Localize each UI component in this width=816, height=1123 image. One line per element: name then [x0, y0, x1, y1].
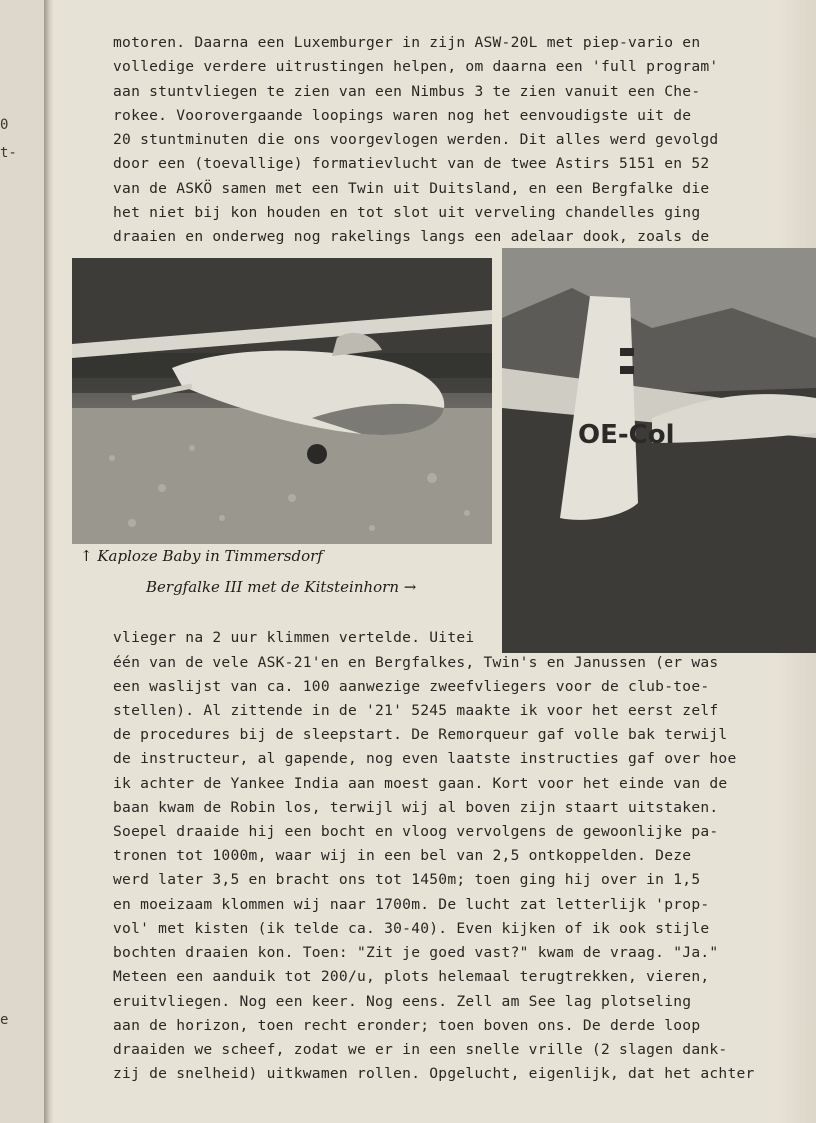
text-line: draaiden we scheef, zodat we er in een snelle vrille (2 slagen dank- [113, 1041, 728, 1058]
text-line: stellen). Al zittende in de '21' 5245 maakte ik voor het eerst zelf [113, 702, 719, 719]
text-line: de procedures bij de sleepstart. De Remorqueur gaf volle bak terwijl [113, 726, 728, 743]
text-line: werd later 3,5 en bracht ons tot 1450m; toen ging hij over in 1,5 [113, 871, 701, 888]
text-line: motoren. Daarna een Luxemburger in zijn ASW-20L met piep-vario en [113, 34, 701, 51]
text-line: aan stuntvliegen te zien van een Nimbus 3 te zien vanuit een Che- [113, 83, 701, 100]
text-line: draaien en onderweg nog rakelings langs een adelaar dook, zoals de [113, 228, 710, 245]
text-line: de instructeur, al gapende, nog even laatste instructies gaf over hoe [113, 750, 737, 767]
photo-glider-baby [72, 258, 492, 544]
text-line: door een (toevallige) formatievlucht van de twee Astirs 5151 en 52 [113, 155, 710, 172]
text-line: vol' met kisten (ik telde ca. 30-40). Even kijken of ik ook stijle [113, 920, 710, 937]
text-line: een waslijst van ca. 100 aanwezige zweefvliegers voor de club-toe- [113, 678, 710, 695]
text-line: eruitvliegen. Nog een keer. Nog eens. Zell am See lag plotseling [113, 993, 692, 1010]
left-page-fragment: 0 [0, 117, 9, 133]
caption-photo-2: Bergfalke III met de Kitsteinhorn → [146, 578, 417, 596]
text-line: van de ASKÖ samen met een Twin uit Duitsland, en een Bergfalke die [113, 180, 710, 197]
page-gutter [44, 0, 54, 1123]
text-line: bochten draaien kon. Toen: "Zit je goed vast?" kwam de vraag. "Ja." [113, 944, 719, 961]
text-line: vlieger na 2 uur klimmen vertelde. Uitei [113, 629, 475, 646]
text-line: rokee. Voorovergaande loopings waren nog het eenvoudigste uit de [113, 107, 692, 124]
left-page-fragment: t- [0, 145, 17, 161]
text-line: Meteen een aanduik tot 200/u, plots helemaal terugtrekken, vieren, [113, 968, 710, 985]
text-line: het niet bij kon houden en tot slot uit verveling chandelles ging [113, 204, 701, 221]
bergfalke-photo-illustration [502, 248, 816, 653]
registration-text: OE-Col [578, 420, 675, 450]
text-line: volledige verdere uitrustingen helpen, om daarna een 'full program' [113, 58, 719, 75]
text-line: baan kwam de Robin los, terwijl wij al boven zijn staart uitstaken. [113, 799, 719, 816]
text-line: één van de vele ASK-21'en en Bergfalkes, Twin's en Janussen (er was [113, 654, 719, 671]
photo-bergfalke [502, 248, 816, 653]
left-page-fragment: e [0, 1012, 9, 1028]
text-line: tronen tot 1000m, waar wij in een bel van 2,5 ontkoppelden. Deze [113, 847, 692, 864]
text-line: zij de snelheid) uitkwamen rollen. Opgelucht, eigenlijk, dat het achter [113, 1065, 755, 1082]
text-line: Soepel draaide hij een bocht en vloog vervolgens de gewoonlijke pa- [113, 823, 719, 840]
text-line: en moeizaam klommen wij naar 1700m. De lucht zat letterlijk 'prop- [113, 896, 710, 913]
glider-photo-illustration [72, 258, 492, 544]
text-line: aan de horizon, toen recht eronder; toen boven ons. De derde loop [113, 1017, 701, 1034]
text-line: ik achter de Yankee India aan moest gaan. Kort voor het einde van de [113, 775, 728, 792]
caption-photo-1: ↑ Kaploze Baby in Timmersdorf [80, 547, 323, 565]
text-line: 20 stuntminuten die ons voorgevlogen werden. Dit alles werd gevolgd [113, 131, 719, 148]
